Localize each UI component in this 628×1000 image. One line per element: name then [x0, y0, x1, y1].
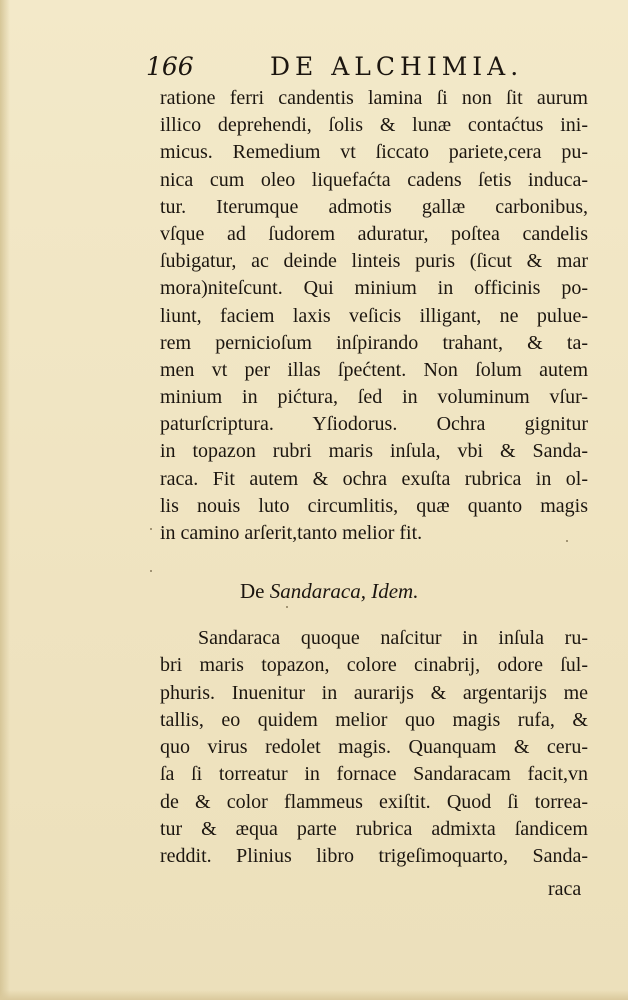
text-line: de & color flammeus exiſtit. Quod ſi torrea-	[160, 790, 588, 813]
main-paragraph	[160, 85, 588, 547]
text-line: reddit. Plinius libro trigeſimoquarto, Sanda-	[160, 845, 588, 868]
text-line: tur & æqua parte rubrica admixta ſandicem	[160, 818, 588, 841]
text-line: tur. Iterumque admotis gallæ carbonibus,	[160, 195, 588, 218]
text-line: vſque ad ſudorem aduratur, poſtea candelis	[160, 222, 588, 245]
text-line: in topazon rubri maris inſula, vbi & Sanda-	[160, 440, 588, 463]
text-line: bri maris topazon, colore cinabrij, odore ſul-	[160, 654, 588, 677]
text-line: paturſcriptura. Yſiodorus. Ochra gignitur	[160, 413, 588, 436]
text-line: ratione ferri candentis lamina ſi non ſit aurum	[160, 87, 588, 109]
text-line: liunt, faciem laxis veſicis illigant, ne pulue-	[160, 304, 588, 327]
text-line: quo virus redolet magis. Quanquam & ceru-	[160, 736, 588, 759]
text-line: mora)niteſcunt. Qui minium in officinis po-	[160, 277, 588, 300]
text-line: rem pernicioſum inſpirando trahant, & ta-	[160, 331, 588, 354]
page-bottom-shadow	[0, 990, 628, 1000]
text-line: Sandaraca quoque naſcitur in inſula ru-	[198, 627, 588, 649]
text-line: nica cum oleo liquefaćta cadens ſetis induca-	[160, 168, 588, 191]
page-header	[146, 47, 532, 87]
section-heading-title: Sandaraca, Idem.	[269, 579, 419, 603]
running-title: DE ALCHIMIA.	[270, 52, 524, 81]
section-heading-prefix: De	[240, 579, 270, 603]
text-line: phuris. Inuenitur in aurarijs & argentarijs me	[160, 681, 588, 704]
text-line: micus. Remedium vt ſiccato pariete,cera pu-	[160, 141, 588, 164]
page-edge-shadow	[0, 0, 10, 1000]
text-line: ſubigatur, ac deinde linteis puris (ſicut & mar	[160, 250, 588, 273]
text-line: minium in pićtura, ſed in voluminum vſur-	[160, 386, 588, 409]
text-line: raca. Fit autem & ochra exuſta rubrica in ol-	[160, 467, 588, 490]
text-line: tallis, eo quidem melior quo magis rufa, &	[160, 708, 588, 731]
ink-speck	[286, 606, 288, 608]
text-line: in camino arſerit,tanto melior fit.	[160, 522, 423, 544]
catchword: raca	[548, 878, 582, 900]
text-line: men vt per illas ſpećtent. Non ſolum autem	[160, 358, 588, 381]
ink-speck	[566, 540, 568, 542]
ink-speck	[150, 570, 152, 572]
page-number: 166	[146, 52, 194, 81]
text-line: ſa ſi torreatur in fornace Sandaracam facit,vn	[160, 763, 588, 786]
text-line: lis nouis luto circumlitis, quæ quanto magis	[160, 494, 588, 517]
text-line: illico deprehendi, ſolis & lunæ contaćtus ini-	[160, 114, 588, 137]
ink-speck	[150, 528, 152, 530]
section-paragraph	[160, 625, 588, 871]
section-heading	[240, 573, 520, 609]
